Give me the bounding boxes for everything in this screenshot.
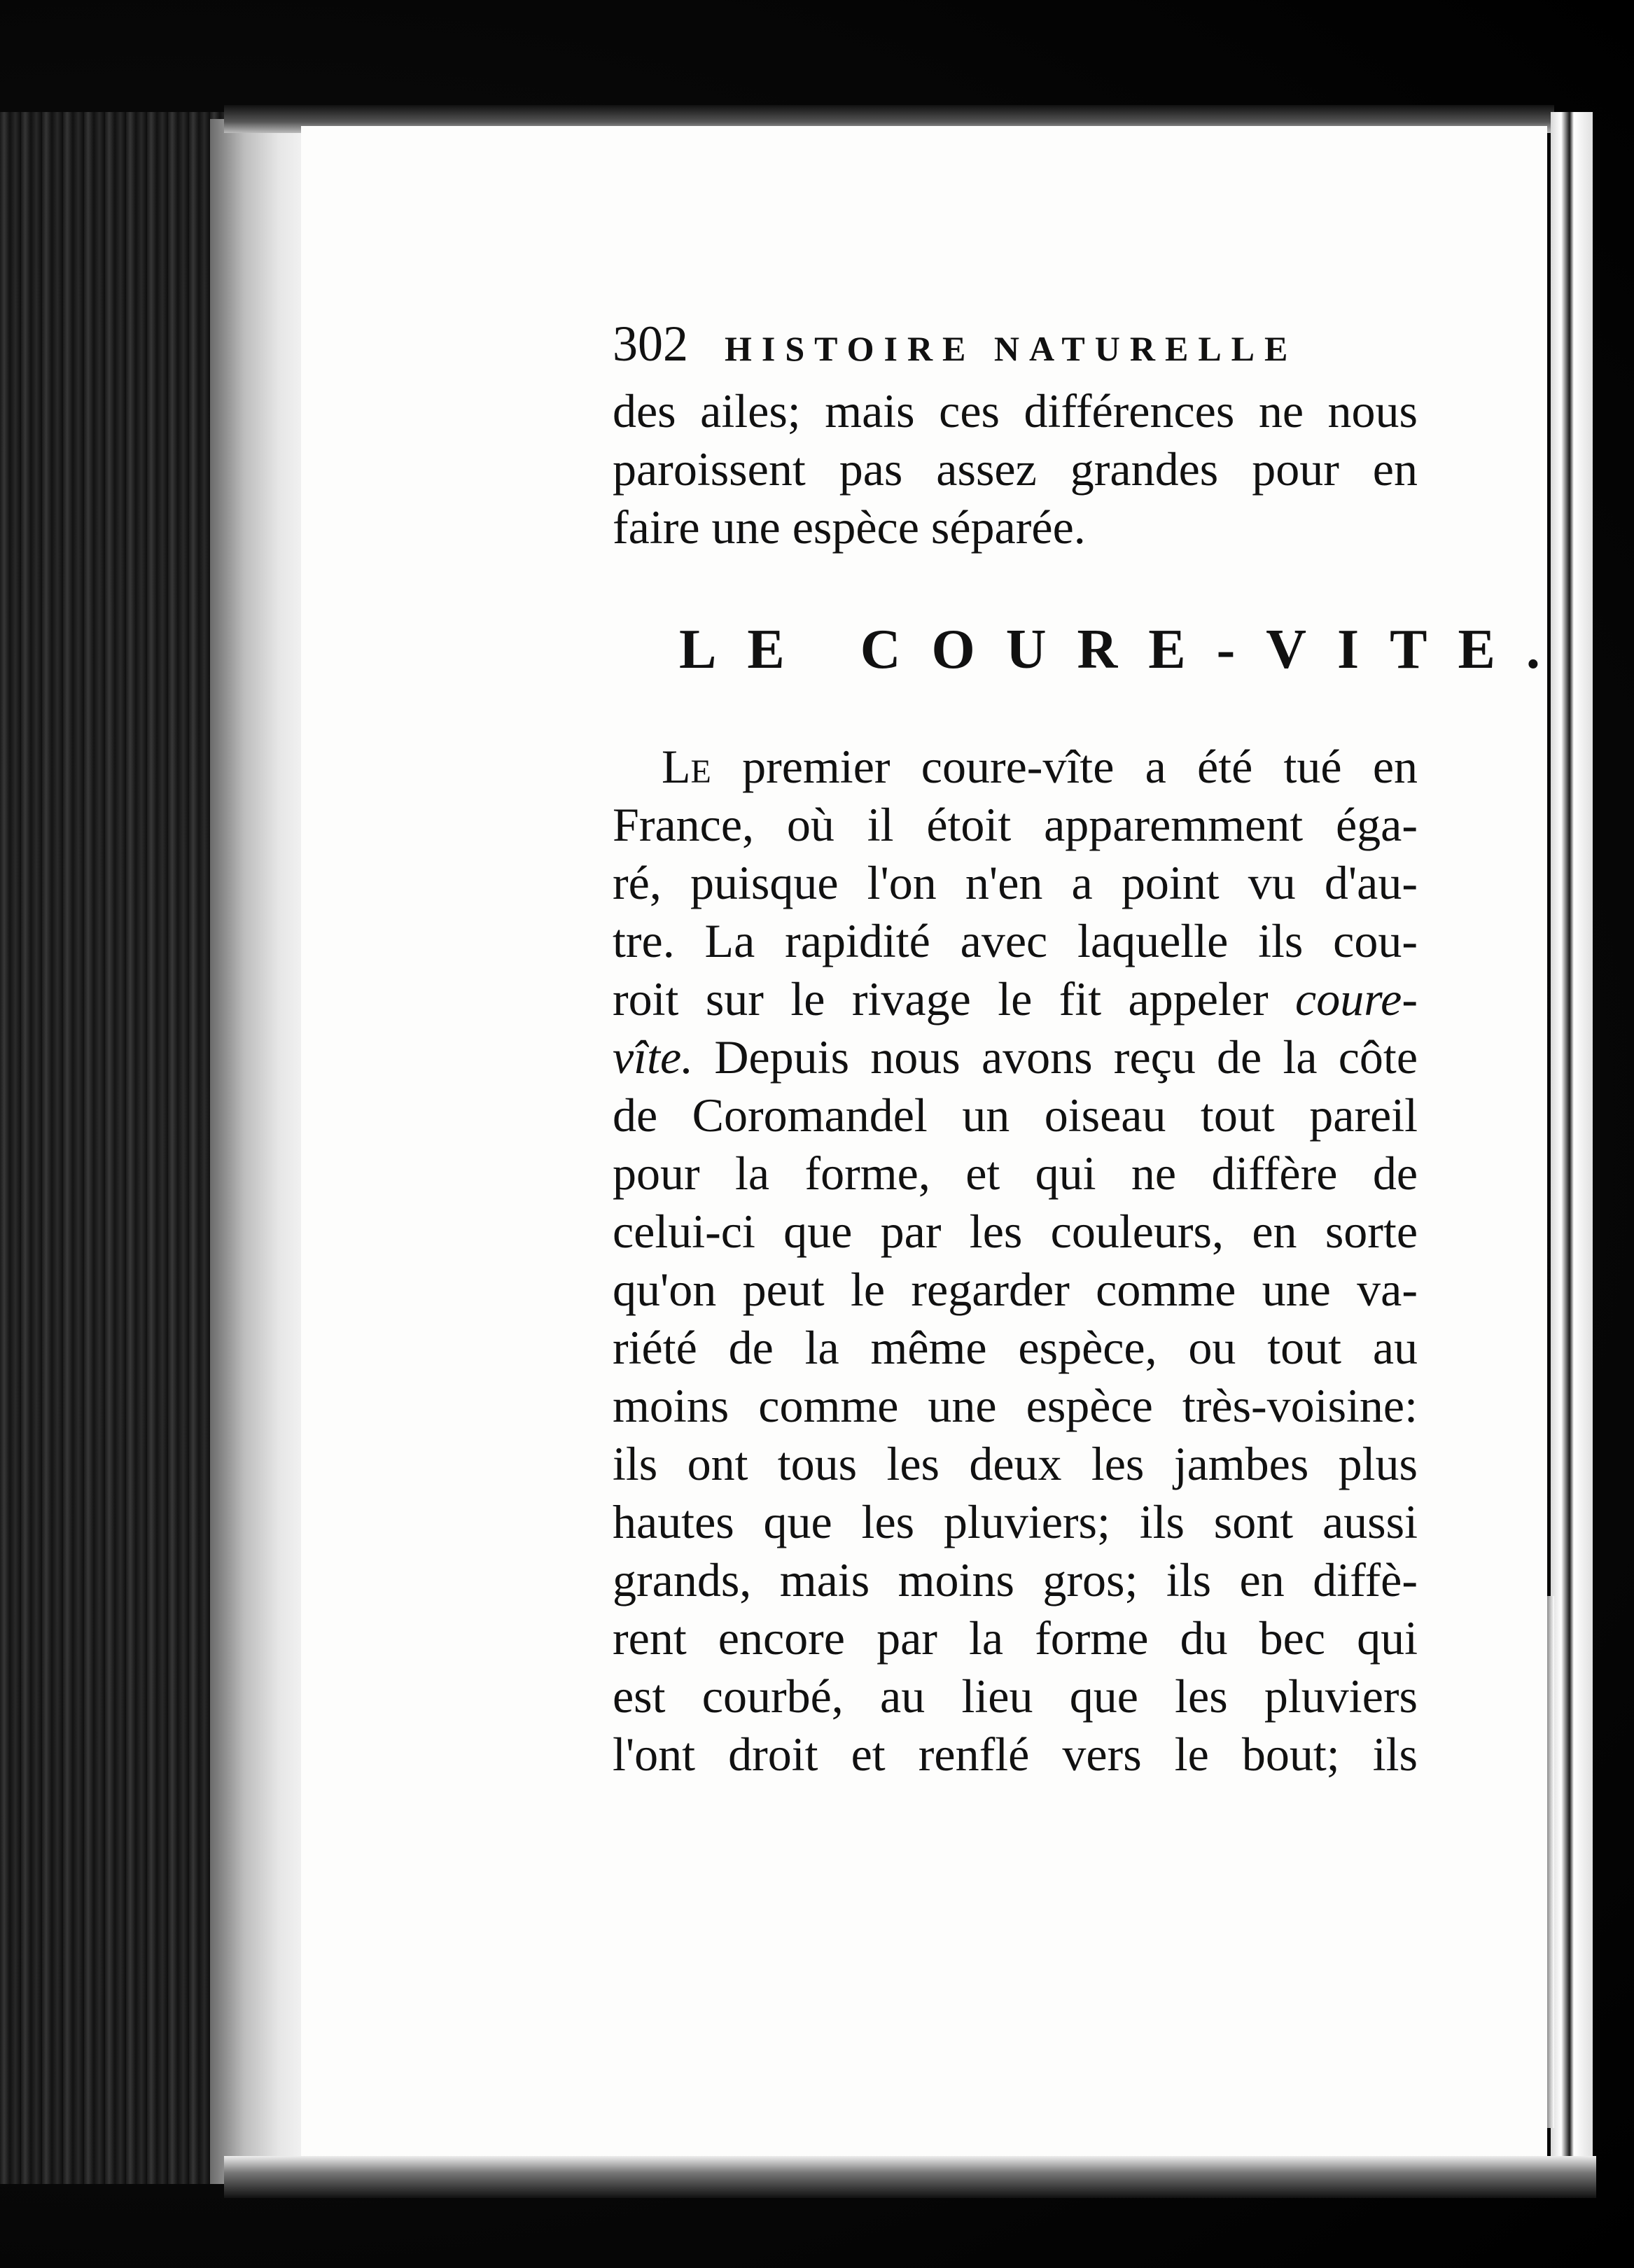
book-page [301, 126, 1571, 2156]
text-line: France, où il étoit apparemment éga- [613, 798, 1418, 851]
text-line: celui-ci que par les couleurs, en sorte [613, 1205, 1418, 1258]
text-line: grands, mais moins gros; ils en diffè- [613, 1553, 1418, 1606]
italic-term: coure- [1295, 972, 1418, 1026]
text-line [613, 970, 1418, 1028]
text-line: l'ont droit et renflé vers le bout; ils [613, 1728, 1418, 1781]
text-line: hautes que les pluviers; ils sont aussi [613, 1495, 1418, 1548]
text-span: Depuis nous avons reçu de la côte [714, 1030, 1418, 1084]
text-line: paroissent pas assez grandes pour en [613, 442, 1418, 496]
text-line: ils ont tous les deux les jambes plus [613, 1437, 1418, 1490]
body-paragraph [613, 738, 1418, 1784]
text-line: moins comme une espèce très-voisine: [613, 1379, 1418, 1432]
book-spine [0, 112, 231, 2184]
continuation-paragraph [613, 382, 1418, 556]
text-line: riété de la même espèce, ou tout au [613, 1321, 1418, 1374]
text-span: premier coure-vîte a été tué en [711, 740, 1418, 793]
text-line [613, 1028, 1418, 1086]
text-line: est courbé, au lieu que les pluviers [613, 1670, 1418, 1723]
page-edge-left [210, 119, 308, 2184]
text-span: roit sur le rivage le fit appeler [613, 972, 1296, 1026]
text-line: qu'on peut le regarder comme une va- [613, 1263, 1418, 1316]
bottom-shadow [224, 2156, 1596, 2198]
text-line: rent encore par la forme du bec qui [613, 1611, 1418, 1665]
page-text [613, 315, 1634, 1784]
section-title: LE COURE-VITE. [679, 619, 1571, 680]
running-head-title: HISTOIRE NATURELLE [725, 329, 1298, 368]
text-line: pour la forme, et qui ne diffère de [613, 1147, 1418, 1200]
text-line: faire une espèce séparée. [613, 500, 1086, 554]
italic-term: vîte. [613, 1030, 694, 1084]
initial-word: Le [662, 740, 711, 793]
text-line: ré, puisque l'on n'en a point vu d'au- [613, 856, 1418, 909]
text-line [613, 738, 1418, 796]
text-line: tre. La rapidité avec laquelle ils cou- [613, 914, 1418, 967]
page-number: 302 [613, 316, 688, 372]
running-head [613, 315, 1634, 382]
text-line: de Coromandel un oiseau tout pareil [613, 1088, 1418, 1142]
text-line: des ailes; mais ces différences ne nous [613, 384, 1418, 438]
